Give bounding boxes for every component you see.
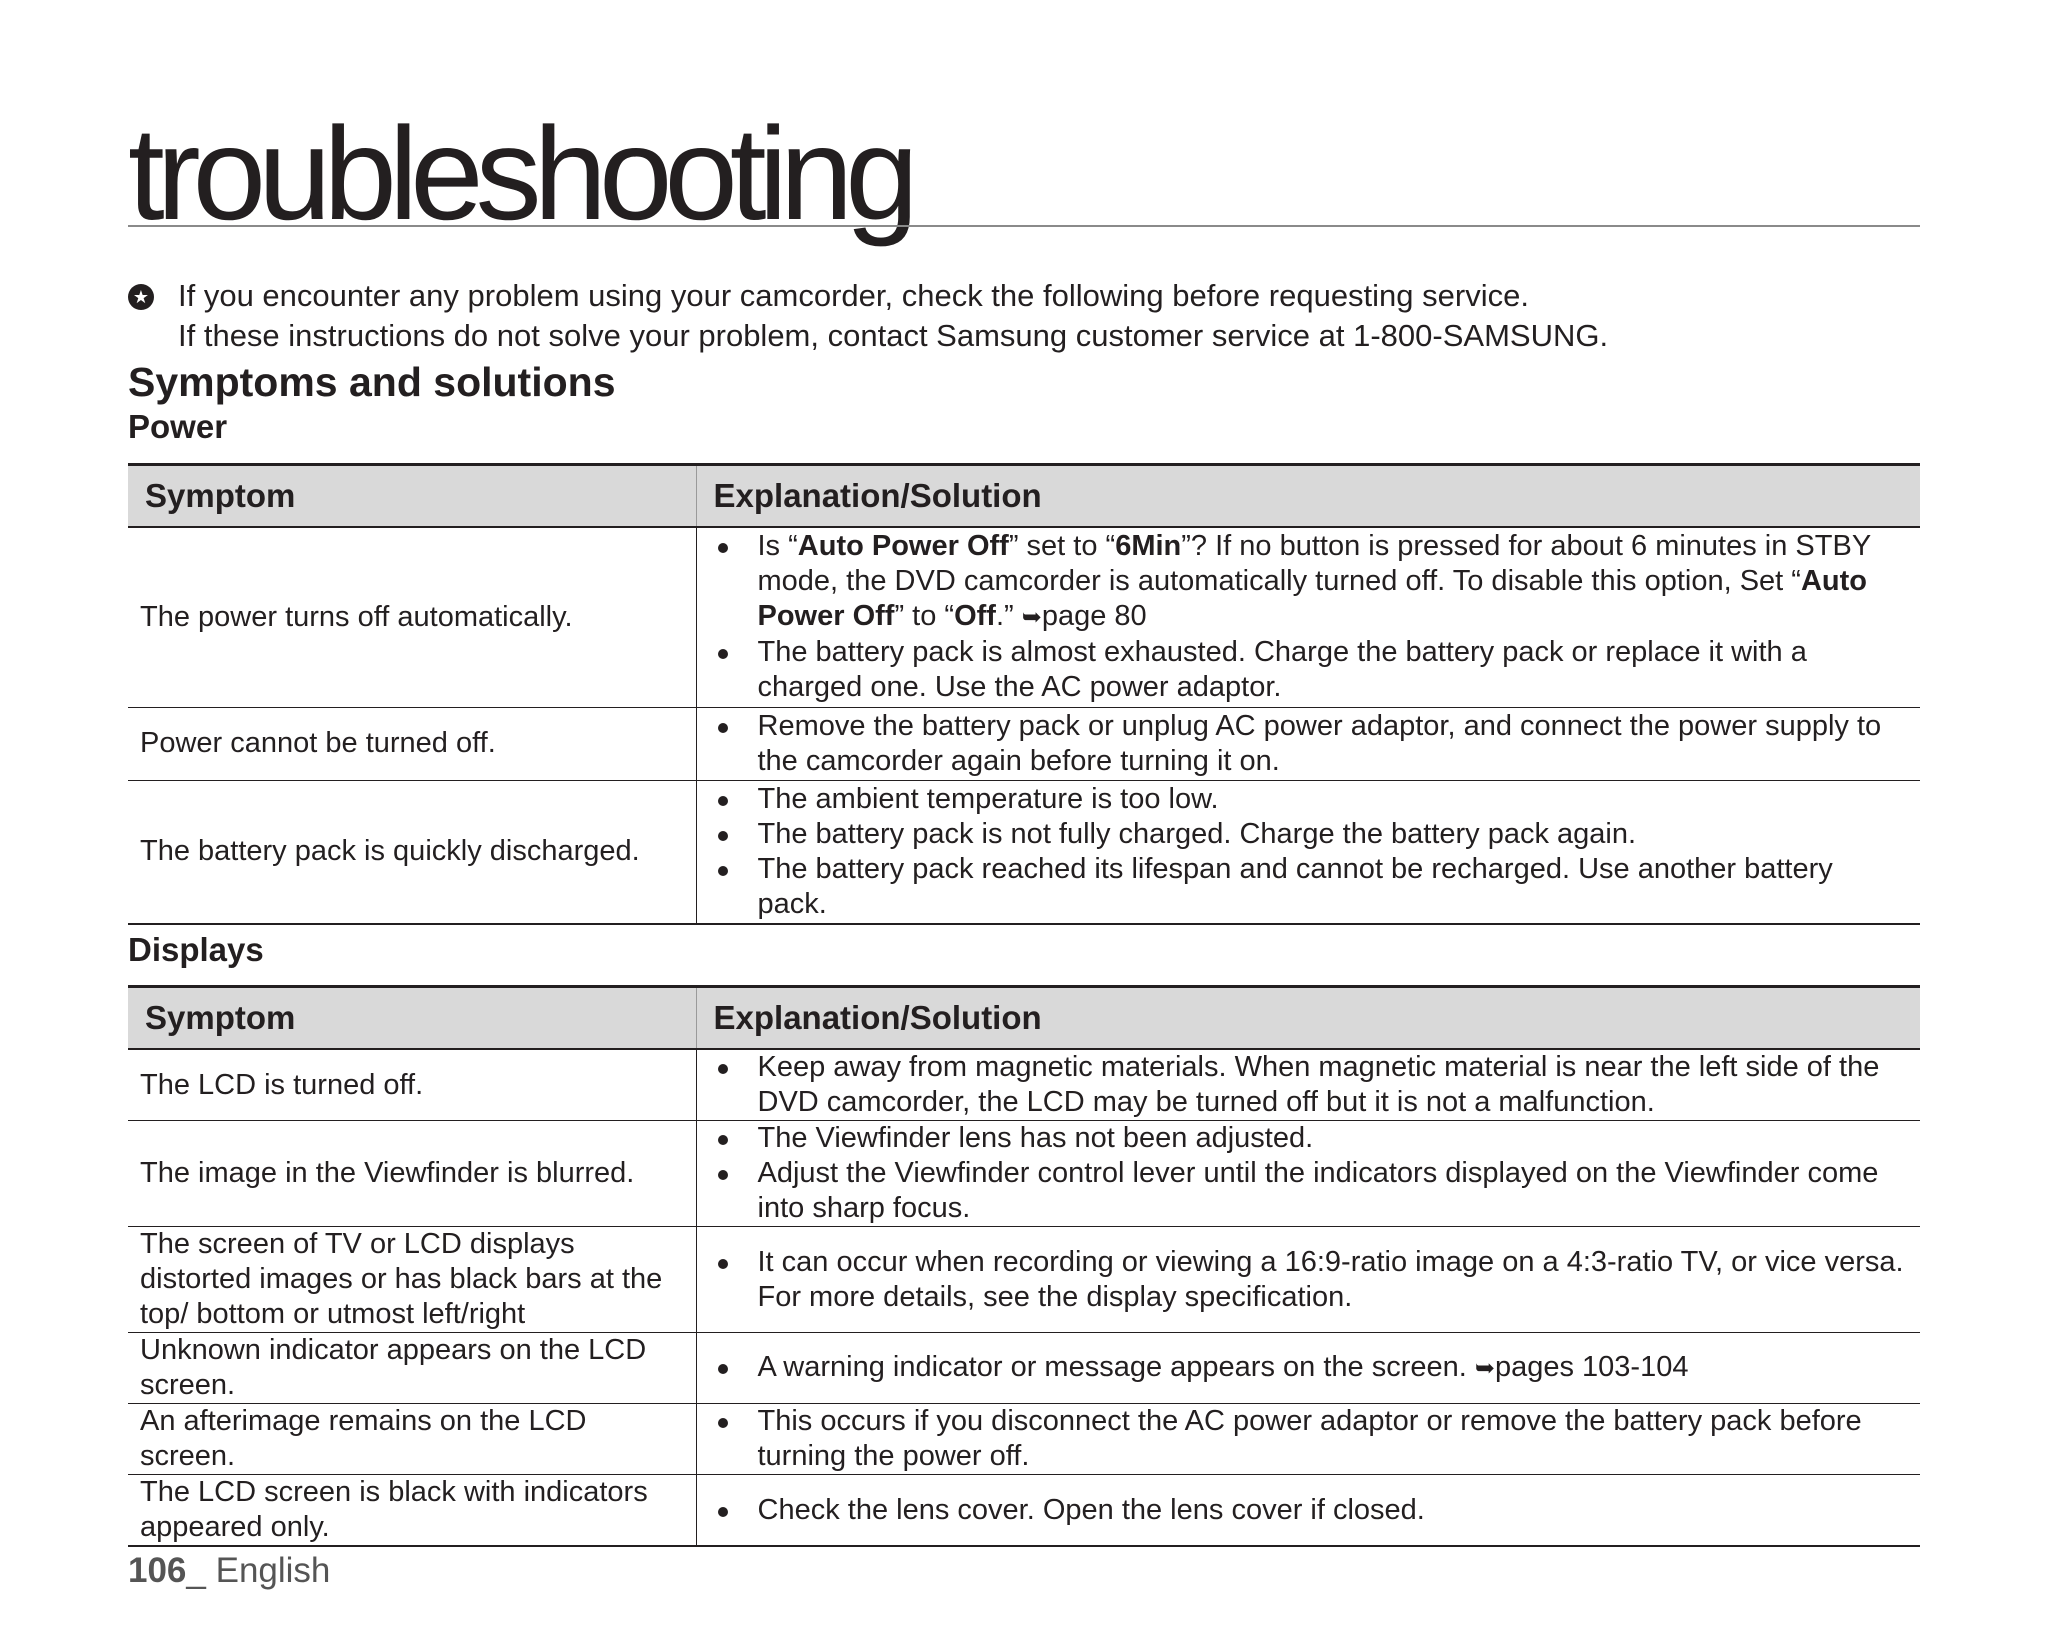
section-title: Symptoms and solutions — [128, 359, 616, 405]
power-table — [128, 463, 1920, 925]
table-row — [128, 1475, 1920, 1547]
symptom-cell: An afterimage remains on the LCD screen. — [128, 1404, 696, 1475]
page-number: 106 — [128, 1551, 187, 1590]
intro-note — [128, 276, 1920, 356]
page-reference: page 80 — [1041, 600, 1147, 633]
page-ref-arrow-icon: ➥ — [1474, 1355, 1495, 1382]
table-header-row — [128, 987, 1920, 1050]
solution-cell — [696, 1049, 1920, 1121]
solution-cell — [696, 527, 1920, 707]
symptom-cell: The screen of TV or LCD displays distorted images or has black bars at the top/ bottom or utmost left/right — [128, 1227, 696, 1333]
title-rule — [128, 225, 1920, 227]
table-row — [128, 780, 1920, 924]
solution-item: Adjust the Viewfinder control lever until the indicators displayed on the Viewfinder come into sharp focus. — [715, 1156, 1909, 1226]
solution-header: Explanation/Solution — [696, 465, 1920, 528]
displays-subtitle: Displays — [128, 931, 264, 968]
table-row — [128, 527, 1920, 707]
solution-item: Check the lens cover. Open the lens cover if closed. — [715, 1493, 1909, 1528]
table-row — [128, 1333, 1920, 1404]
symptom-cell: Power cannot be turned off. — [128, 707, 696, 780]
symptom-header: Symptom — [128, 465, 696, 528]
page-footer — [128, 1551, 330, 1591]
symptom-header: Symptom — [128, 987, 696, 1050]
table-header-row — [128, 465, 1920, 528]
solution-item: The Viewfinder lens has not been adjusted. — [715, 1121, 1909, 1156]
solution-cell — [696, 1475, 1920, 1547]
solution-item: The battery pack is almost exhausted. Charge the battery pack or replace it with a charged one. Use the AC power adaptor. — [715, 635, 1909, 705]
intro-line-2: If these instructions do not solve your problem, contact Samsung customer service at 1-800-SAMSUNG. — [178, 318, 1609, 353]
symptom-cell: The image in the Viewfinder is blurred. — [128, 1121, 696, 1227]
solution-item: Remove the battery pack or unplug AC power adaptor, and connect the power supply to the camcorder again before turning it on. — [715, 709, 1909, 779]
symptom-cell: The power turns off automatically. — [128, 527, 696, 707]
solution-item: This occurs if you disconnect the AC power adaptor or remove the battery pack before turning the power off. — [715, 1404, 1909, 1474]
solution-item: Keep away from magnetic materials. When magnetic material is near the left side of the DVD camcorder, the LCD may be turned off but it is not a malfunction. — [715, 1050, 1909, 1120]
table-row — [128, 1227, 1920, 1333]
symptom-cell: The battery pack is quickly discharged. — [128, 780, 696, 924]
solution-cell — [696, 1404, 1920, 1475]
solution-item: The battery pack reached its lifespan and cannot be recharged. Use another battery pack. — [715, 852, 1909, 922]
intro-line-1: If you encounter any problem using your camcorder, check the following before requesting service. — [178, 278, 1529, 313]
power-subtitle: Power — [128, 408, 228, 445]
solution-header: Explanation/Solution — [696, 987, 1920, 1050]
displays-table — [128, 985, 1920, 1547]
page-title: troubleshooting — [128, 100, 911, 247]
star-note-icon: ★ — [128, 284, 154, 310]
table-row — [128, 1121, 1920, 1227]
table-row — [128, 1049, 1920, 1121]
page-language: _ English — [186, 1551, 331, 1590]
solution-cell — [696, 707, 1920, 780]
solution-item: It can occur when recording or viewing a 16:9-ratio image on a 4:3-ratio TV, or vice versa. For more details, see the display specification. — [715, 1245, 1909, 1315]
page-reference: pages 103-104 — [1494, 1351, 1689, 1383]
solution-cell — [696, 1333, 1920, 1404]
page-ref-arrow-icon: ➥ — [1021, 604, 1042, 632]
symptom-cell: Unknown indicator appears on the LCD screen. — [128, 1333, 696, 1404]
solution-cell — [696, 1121, 1920, 1227]
solution-item: Is “Auto Power Off” set to “6Min”? If no button is pressed for about 6 minutes in STBY mode, the DVD camcorder is automatically turned off. To disable this option, Set “Auto Power Off” to “Off.” ➥page 80 — [715, 529, 1909, 635]
solution-cell — [696, 780, 1920, 924]
table-row — [128, 707, 1920, 780]
solution-item: The battery pack is not fully charged. Charge the battery pack again. — [715, 817, 1909, 852]
symptom-cell: The LCD screen is black with indicators appeared only. — [128, 1475, 696, 1547]
solution-item: A warning indicator or message appears on the screen. ➥pages 103-104 — [715, 1350, 1909, 1386]
symptom-cell: The LCD is turned off. — [128, 1049, 696, 1121]
table-row — [128, 1404, 1920, 1475]
solution-cell — [696, 1227, 1920, 1333]
solution-item: The ambient temperature is too low. — [715, 782, 1909, 817]
